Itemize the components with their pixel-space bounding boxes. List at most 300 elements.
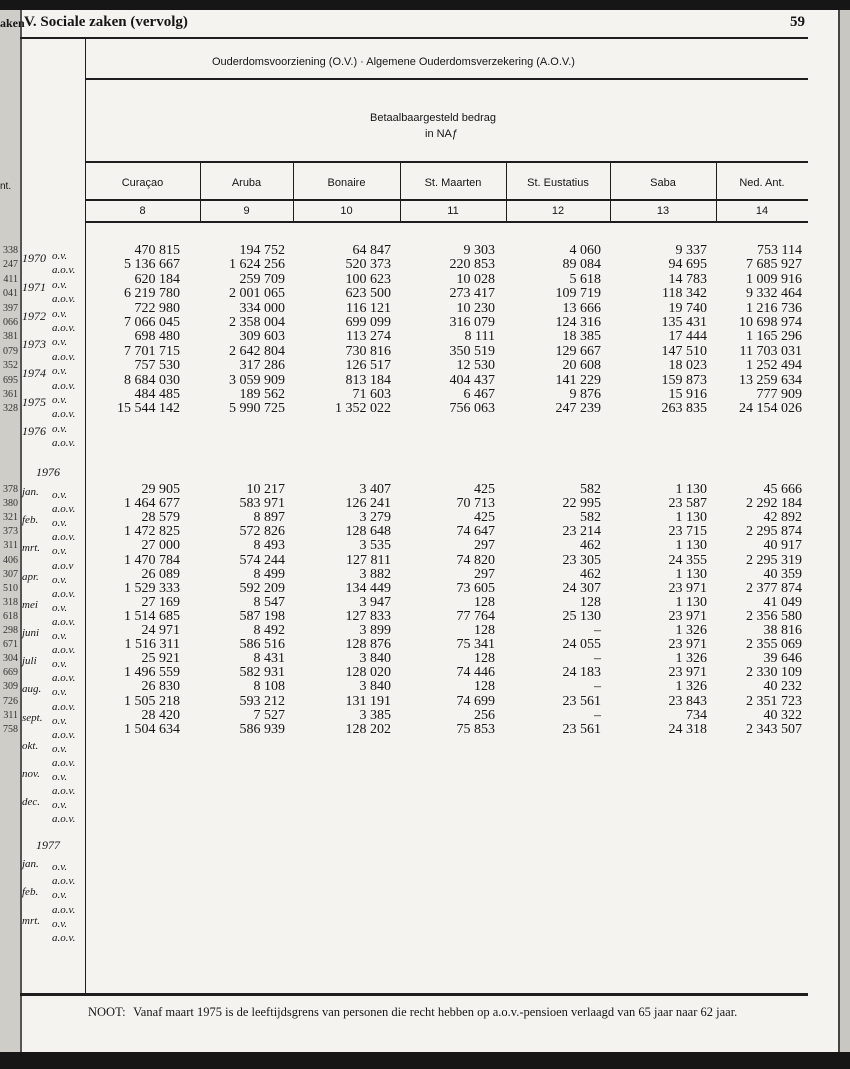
- table-cell: 23 971: [668, 608, 707, 624]
- table-cell: 127 811: [346, 552, 391, 568]
- table-title: Ouderdomsvoorziening (O.V.) · Algemene Ouderdomsverzekering (A.O.V.): [212, 56, 575, 68]
- table-cell: 24 055: [562, 637, 601, 653]
- table-cell: 8 492: [253, 623, 285, 638]
- table-cell: 1 472 825: [124, 524, 180, 540]
- table-cell: 587 198: [239, 608, 285, 624]
- row-type-label: a.o.v.: [52, 756, 76, 769]
- table-cell: 1 470 784: [124, 552, 180, 568]
- table-cell: 247 239: [555, 401, 601, 417]
- month-label: okt.: [22, 739, 39, 752]
- table-cell: 1 326: [675, 679, 707, 695]
- table-subtitle: Betaalbaargesteld bedrag: [370, 112, 496, 124]
- table-cell: 26 830: [141, 679, 180, 695]
- table-cell: 24 355: [668, 552, 707, 568]
- rule: [85, 161, 808, 163]
- table-cell: 26 089: [141, 566, 180, 582]
- table-cell: 1 504 634: [124, 721, 180, 737]
- left-margin-number: 318: [3, 596, 18, 608]
- row-type-label: a.o.v.: [52, 264, 76, 277]
- table-cell: 425: [474, 510, 495, 526]
- table-cell: 297: [474, 566, 495, 582]
- row-type-label: a.o.v.: [52, 379, 76, 392]
- column-header: Aruba: [231, 177, 262, 189]
- table-cell: 23 843: [668, 693, 707, 709]
- table-cell: 8 108: [253, 679, 285, 695]
- row-type-label: o.v.: [52, 517, 68, 530]
- table-cell: 23 305: [562, 552, 601, 568]
- table-cell: 3 899: [359, 623, 391, 638]
- table-cell: 89 084: [562, 257, 601, 273]
- table-cell: 8 499: [253, 566, 285, 582]
- table-cell: 309 603: [239, 329, 285, 345]
- table-cell: 128 648: [345, 524, 391, 540]
- left-margin-number: 726: [3, 695, 18, 707]
- table-cell: 28 420: [141, 707, 180, 723]
- column-number: 9: [243, 205, 250, 217]
- left-margin-number: 361: [3, 389, 18, 400]
- column-number: 12: [551, 205, 565, 217]
- table-cell: 2 001 065: [229, 286, 285, 302]
- row-type-label: o.v.: [52, 307, 68, 320]
- table-cell: 38 816: [763, 623, 802, 638]
- table-cell: 7 066 045: [124, 315, 180, 330]
- table-cell: 2 355 069: [746, 637, 802, 653]
- table-cell: 70 713: [456, 496, 495, 512]
- table-cell: 27 169: [141, 594, 180, 610]
- table-cell: 256: [474, 707, 495, 723]
- row-type-label: a.o.v.: [52, 785, 76, 798]
- table-cell: 8 897: [253, 510, 285, 526]
- row-type-label: o.v.: [52, 714, 68, 727]
- row-type-label: a.o.v: [52, 559, 74, 572]
- left-margin-number: 758: [3, 723, 18, 735]
- table-cell: 24 971: [141, 623, 180, 638]
- row-type-label: a.o.v.: [52, 587, 76, 600]
- table-cell: 15 916: [668, 387, 707, 402]
- table-cell: 8 547: [253, 594, 285, 610]
- table-cell: 23 971: [668, 580, 707, 596]
- month-label: juli: [22, 655, 37, 668]
- row-type-label: o.v.: [52, 489, 68, 501]
- left-margin-number: 307: [3, 568, 18, 580]
- table-cell: 1 496 559: [124, 665, 180, 681]
- table-cell: 23 561: [562, 693, 601, 709]
- year-label: 1977: [36, 838, 60, 852]
- left-margin-number: 695: [3, 374, 18, 386]
- row-type-label: o.v.: [52, 365, 68, 378]
- table-cell: 520 373: [345, 257, 391, 273]
- table-cell: 9 332 464: [746, 286, 802, 302]
- left-margin-number: 378: [3, 484, 18, 495]
- table-cell: 23 587: [668, 496, 707, 512]
- table-cell: 3 882: [359, 566, 391, 582]
- table-cell: 3 535: [359, 538, 391, 554]
- left-margin-number: 411: [3, 273, 18, 285]
- table-cell: 8 684 030: [124, 372, 180, 388]
- table-cell: 128 020: [345, 665, 391, 681]
- table-cell: 1 352 022: [335, 401, 391, 417]
- table-cell: 8 493: [253, 538, 285, 554]
- table-cell: 7 701 715: [124, 343, 180, 359]
- month-label: jan.: [22, 486, 39, 498]
- year-label: 1976: [22, 423, 46, 438]
- row-type-label: a.o.v.: [52, 531, 76, 544]
- table-cell: 11 703 031: [739, 343, 802, 359]
- table-cell: 17 444: [668, 329, 707, 345]
- left-margin-number: 321: [3, 512, 18, 524]
- table-cell: 8 431: [253, 651, 285, 667]
- table-cell: 40 917: [763, 538, 802, 554]
- scan-bottom-border: [0, 1052, 850, 1069]
- year-label: 1974: [22, 366, 46, 381]
- table-cell: 273 417: [449, 286, 495, 302]
- table-cell: 572 826: [239, 524, 285, 540]
- left-margin-number: 079: [3, 345, 18, 357]
- table-cell: 593 212: [239, 693, 285, 709]
- table-cell: 15 544 142: [117, 401, 180, 417]
- table-cell: 592 209: [239, 580, 285, 596]
- table-cell: 24 307: [562, 580, 601, 596]
- table-cell: –: [594, 679, 601, 695]
- column-number: 10: [340, 205, 353, 217]
- row-type-label: o.v.: [52, 545, 68, 558]
- table-cell: 75 853: [456, 721, 495, 737]
- table-cell: 100 623: [345, 271, 391, 287]
- table-cell: 730 816: [345, 343, 391, 359]
- table-cell: 7 527: [253, 707, 285, 723]
- column-header: Saba: [650, 177, 676, 189]
- table-cell: 9 876: [569, 387, 601, 402]
- table-cell: 74 446: [456, 665, 495, 681]
- table-cell: 1 130: [675, 594, 707, 610]
- table-cell: 2 330 109: [746, 665, 802, 681]
- table-cell: 583 971: [239, 496, 285, 512]
- table-cell: 2 295 319: [746, 552, 802, 568]
- table-cell: 316 079: [449, 315, 495, 330]
- left-margin-number: 066: [3, 317, 18, 328]
- left-margin-number: 298: [3, 625, 18, 636]
- table-cell: 10 217: [246, 482, 285, 497]
- table-cell: 126 241: [345, 496, 391, 512]
- left-margin-number: 618: [3, 610, 18, 622]
- table-cell: 722 980: [134, 300, 180, 316]
- table-cell: 113 274: [346, 329, 391, 345]
- left-margin-number: 304: [3, 653, 18, 665]
- left-margin-number: 041: [3, 288, 18, 300]
- table-cell: 10 028: [456, 271, 495, 287]
- left-margin-number: 311: [3, 540, 18, 552]
- table-cell: 1 516 311: [124, 637, 180, 653]
- table-cell: 135 431: [661, 315, 707, 330]
- table-cell: 462: [580, 566, 601, 582]
- month-label: feb.: [22, 886, 39, 899]
- row-type-label: a.o.v.: [52, 437, 76, 450]
- table-cell: 1 130: [675, 538, 707, 554]
- table-cell: 64 847: [352, 243, 391, 258]
- table-cell: 1 464 677: [124, 496, 180, 512]
- table-cell: 582: [580, 510, 601, 526]
- table-bottom-rule: [20, 993, 808, 996]
- table-cell: 3 385: [359, 707, 391, 723]
- row-type-label: o.v.: [52, 250, 68, 262]
- table-cell: 2 377 874: [746, 580, 802, 596]
- row-type-label: o.v.: [52, 278, 68, 291]
- column-header: St. Maarten: [424, 177, 482, 189]
- table-cell: 116 121: [346, 300, 391, 316]
- table-cell: 3 279: [359, 510, 391, 526]
- table-cell: 3 840: [359, 651, 391, 667]
- table-cell: 582 931: [239, 665, 285, 681]
- table-cell: 6 467: [463, 387, 495, 402]
- row-type-label: a.o.v.: [52, 932, 76, 944]
- header-rule: [20, 37, 808, 39]
- left-margin-number: 338: [3, 245, 18, 256]
- table-cell: 5 136 667: [124, 257, 180, 273]
- table-cell: 134 449: [345, 580, 391, 596]
- table-cell: 1 009 916: [746, 271, 802, 287]
- table-cell: 74 647: [456, 524, 495, 540]
- column-header: Curaçao: [121, 177, 164, 189]
- row-type-label: a.o.v.: [52, 672, 76, 685]
- row-type-label: o.v.: [52, 601, 68, 614]
- table-cell: 129 667: [555, 343, 601, 359]
- row-type-label: o.v.: [52, 742, 68, 755]
- column-number: 13: [656, 205, 670, 217]
- table-cell: 259 709: [239, 271, 285, 287]
- table-cell: 623 500: [345, 286, 391, 302]
- table-cell: 29 905: [141, 482, 180, 497]
- table-cell: 41 049: [763, 594, 802, 610]
- row-type-label: o.v.: [52, 799, 68, 812]
- table-cell: 77 764: [456, 608, 495, 624]
- left-tab-fragment: aken: [0, 16, 25, 30]
- rule: [85, 221, 808, 223]
- table-cell: 6 219 780: [124, 286, 180, 302]
- left-margin-number: 311: [3, 709, 18, 721]
- column-header: St. Eustatius: [527, 177, 589, 189]
- table-cell: 118 342: [662, 286, 707, 302]
- page-number: 59: [790, 14, 805, 30]
- table-cell: 9 337: [675, 243, 707, 258]
- table-cell: 127 833: [345, 608, 391, 624]
- table-cell: 147 510: [661, 343, 707, 359]
- table-cell: –: [594, 651, 601, 667]
- table-cell: 1 216 736: [746, 300, 802, 316]
- table-cell: 10 230: [456, 300, 495, 316]
- table-cell: 1 624 256: [229, 257, 285, 273]
- left-margin-number: 406: [3, 554, 18, 566]
- table-cell: 24 318: [668, 721, 707, 737]
- table-cell: 75 341: [456, 637, 495, 653]
- table-cell: 23 561: [562, 721, 601, 737]
- row-type-label: a.o.v.: [52, 408, 76, 421]
- table-cell: 3 059 909: [229, 372, 285, 388]
- table-cell: 42 892: [763, 510, 802, 526]
- left-margin-number: 397: [3, 302, 18, 314]
- month-label: sept.: [22, 711, 43, 724]
- table-cell: 1 529 333: [124, 580, 180, 596]
- table-cell: 23 214: [562, 524, 601, 540]
- table-cell: 40 322: [763, 707, 802, 723]
- table-cell: 28 579: [141, 510, 180, 526]
- table-cell: 27 000: [141, 538, 180, 554]
- table-cell: 586 939: [239, 721, 285, 737]
- table-unit: in NAƒ: [425, 128, 459, 140]
- table-cell: 620 184: [134, 271, 180, 287]
- year-label: 1973: [22, 337, 46, 352]
- month-label: nov.: [22, 768, 40, 780]
- table-cell: 73 605: [456, 580, 495, 596]
- table-cell: 124 316: [555, 315, 601, 330]
- month-label: mrt.: [22, 914, 41, 927]
- month-label: feb.: [22, 514, 39, 527]
- table-cell: 128: [474, 679, 495, 695]
- table-cell: 159 873: [661, 372, 707, 388]
- month-label: mrt.: [22, 542, 41, 555]
- table-cell: 334 000: [239, 300, 285, 316]
- month-label: mei: [22, 598, 38, 611]
- row-type-label: a.o.v.: [52, 813, 76, 826]
- table-cell: 777 909: [756, 387, 802, 402]
- table-cell: 71 603: [352, 387, 391, 402]
- row-type-label: o.v.: [52, 917, 68, 930]
- table-cell: 128: [474, 651, 495, 667]
- table-cell: 2 351 723: [746, 693, 802, 709]
- table-cell: 40 359: [763, 566, 802, 582]
- table-cell: 40 232: [763, 679, 802, 695]
- table-cell: –: [594, 707, 601, 723]
- table-cell: 582: [580, 482, 601, 497]
- table-cell: 94 695: [668, 257, 707, 273]
- column-number: 14: [755, 205, 769, 217]
- footnote: [88, 1005, 803, 1019]
- section-title: V. Sociale zaken (vervolg): [24, 14, 188, 30]
- row-type-label: o.v.: [52, 889, 68, 902]
- year-label: 1976: [36, 465, 60, 479]
- left-margin-number: 381: [3, 331, 18, 343]
- row-type-label: a.o.v.: [52, 644, 76, 657]
- table-cell: 1 505 218: [124, 693, 180, 709]
- table-cell: 9 303: [463, 243, 495, 258]
- left-margin-number: 247: [3, 259, 18, 271]
- table-cell: 2 358 004: [229, 315, 285, 330]
- table-cell: 141 229: [555, 372, 601, 388]
- table-cell: 1 130: [675, 510, 707, 526]
- table-cell: 220 853: [449, 257, 495, 273]
- table-cell: 1 514 685: [124, 608, 180, 624]
- table-cell: 3 407: [359, 482, 391, 497]
- table-cell: –: [594, 623, 601, 638]
- row-type-label: o.v.: [52, 771, 68, 783]
- left-margin-number: 669: [3, 667, 18, 679]
- table-cell: 24 183: [562, 665, 601, 681]
- table-cell: 14 783: [668, 271, 707, 287]
- table-cell: 484 485: [134, 387, 180, 402]
- table-cell: 74 699: [456, 693, 495, 709]
- table-cell: 1 130: [675, 566, 707, 582]
- table-cell: 586 516: [239, 637, 285, 653]
- table-cell: 12 530: [456, 358, 495, 374]
- table-cell: 109 719: [555, 286, 601, 302]
- row-type-label: o.v.: [52, 336, 68, 349]
- table-cell: 404 437: [449, 372, 495, 388]
- footnote-text: Vanaf maart 1975 is de leeftijdsgrens van personen die recht hebben op a.o.v.-pensioen verlaagd van 65 jaar naar 62 jaar.: [133, 1005, 738, 1019]
- table-cell: 5 990 725: [229, 401, 285, 417]
- table-cell: 24 154 026: [739, 401, 802, 417]
- row-type-label: a.o.v.: [52, 700, 76, 713]
- row-type-label: a.o.v.: [52, 350, 76, 363]
- table-cell: 23 715: [668, 524, 707, 540]
- footnote-label: NOOT:: [88, 1005, 126, 1019]
- table-cell: 189 562: [239, 387, 285, 402]
- table-cell: 20 608: [562, 358, 601, 374]
- left-margin-number: 380: [3, 498, 18, 510]
- table-cell: 126 517: [345, 358, 391, 374]
- table-cell: 574 244: [239, 552, 285, 568]
- table-cell: 734: [686, 707, 707, 723]
- left-margin-number: 352: [3, 360, 18, 372]
- table-cell: 470 815: [134, 243, 180, 258]
- table-cell: 194 752: [239, 243, 285, 258]
- table-cell: 10 698 974: [739, 315, 802, 330]
- table-cell: 263 835: [661, 401, 707, 417]
- table-cell: 1 165 296: [746, 329, 802, 345]
- column-header: Bonaire: [327, 177, 366, 189]
- left-margin-number: 373: [3, 526, 18, 538]
- table-cell: 23 971: [668, 637, 707, 653]
- table-cell: 8 111: [464, 329, 495, 345]
- table-cell: 2 642 804: [229, 343, 285, 359]
- rule: [85, 199, 808, 201]
- row-type-label: o.v.: [52, 658, 68, 671]
- month-label: dec.: [22, 796, 41, 809]
- table-cell: 757 530: [134, 358, 180, 374]
- table-cell: 25 130: [562, 608, 601, 624]
- left-margin-number: 671: [3, 639, 18, 651]
- month-label: aug.: [22, 683, 42, 696]
- left-fragment: nt.: [0, 181, 12, 192]
- table-cell: 813 184: [345, 372, 391, 388]
- column-header: Ned. Ant.: [739, 177, 785, 189]
- row-type-label: o.v.: [52, 422, 68, 435]
- row-type-label: a.o.v.: [52, 293, 76, 306]
- table-cell: 128: [474, 594, 495, 610]
- month-label: jan.: [22, 858, 39, 870]
- year-label: 1972: [22, 308, 46, 323]
- table-cell: 462: [580, 538, 601, 554]
- column-number: 8: [139, 205, 146, 217]
- table-cell: 131 191: [345, 693, 391, 709]
- table-cell: 25 921: [141, 651, 180, 667]
- table-cell: 45 666: [763, 482, 802, 497]
- table-cell: 7 685 927: [746, 257, 802, 273]
- rule: [85, 78, 808, 80]
- row-type-label: o.v.: [52, 630, 68, 642]
- table-cell: 297: [474, 538, 495, 554]
- table-cell: 1 130: [675, 482, 707, 497]
- row-type-label: a.o.v.: [52, 503, 76, 516]
- row-type-label: a.o.v.: [52, 322, 76, 334]
- row-type-label: a.o.v.: [52, 615, 76, 628]
- year-label: 1970: [22, 251, 46, 265]
- table-cell: 18 385: [562, 329, 601, 345]
- row-type-label: o.v.: [52, 573, 68, 586]
- table-cell: 13 259 634: [739, 372, 802, 388]
- table-cell: 39 646: [763, 651, 802, 667]
- table-cell: 317 286: [239, 358, 285, 374]
- month-label: juni: [22, 627, 40, 639]
- table-cell: 2 295 874: [746, 524, 802, 540]
